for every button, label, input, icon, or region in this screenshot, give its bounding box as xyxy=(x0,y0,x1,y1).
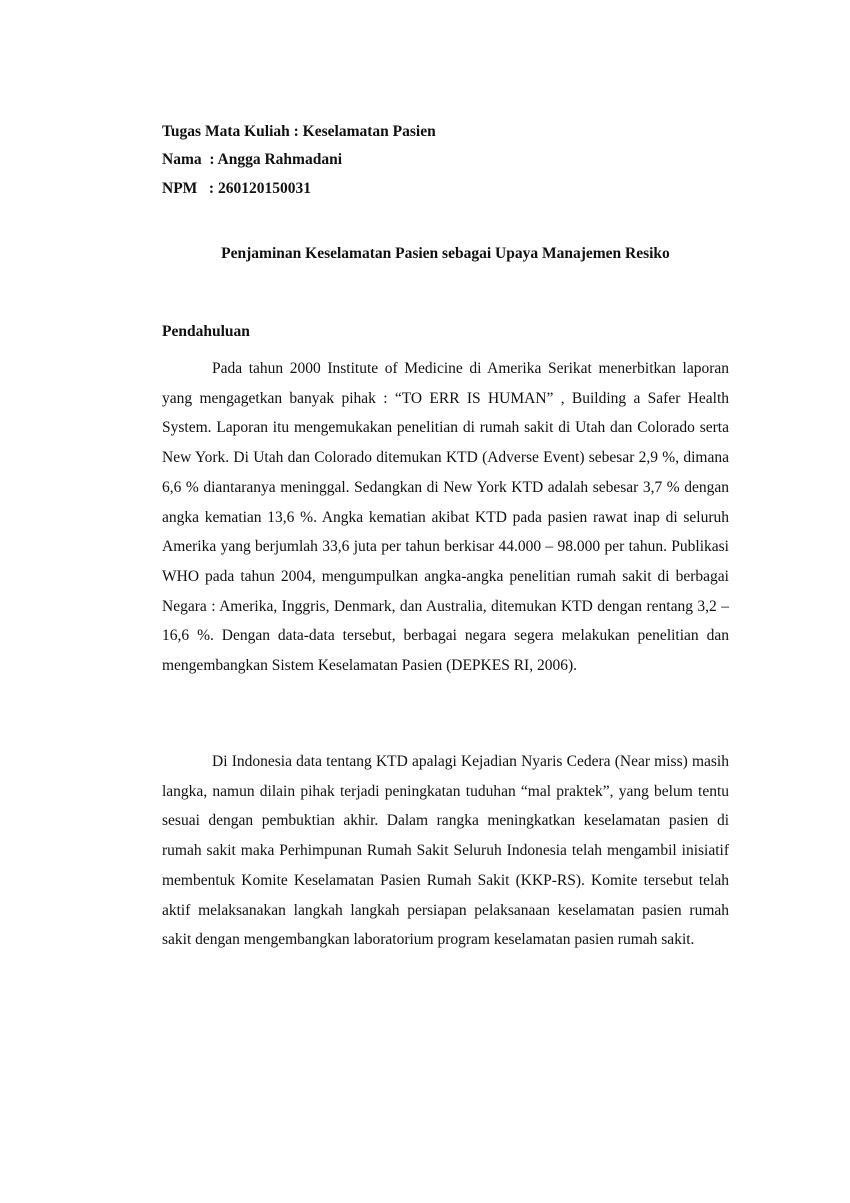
paragraph-intro-1: Pada tahun 2000 Institute of Medicine di Amerika Serikat menerbitkan laporan yang mengagetkan banyak pihak : “TO ERR IS HUMAN” , Building a Safer Health System. Laporan itu mengemukakan penelitian di rumah sakit di Utah dan Colorado serta New York. Di Utah dan Colorado ditemukan KTD (Adverse Event) sebesar 2,9 %, dimana 6,6 % diantaranya meninggal. Sedangkan di New York KTD adalah sebesar 3,7 % dengan angka kematian 13,6 %. Angka kematian akibat KTD pada pasien rawat inap di seluruh Amerika yang berjumlah 33,6 juta per tahun berkisar 44.000 – 98.000 per tahun. Publikasi WHO pada tahun 2004, mengumpulkan angka-angka penelitian rumah sakit di berbagai Negara : Amerika, Inggris, Denmark, dan Australia, ditemukan KTD dengan rentang 3,2 – 16,6 %. Dengan data-data tersebut, berbagai negara segera melakukan penelitian dan mengembangkan Sistem Keselamatan Pasien (DEPKES RI, 2006). xyxy=(162,360,729,675)
paragraph-intro-2: Di Indonesia data tentang KTD apalagi Kejadian Nyaris Cedera (Near miss) masih langka, namun dilain pihak terjadi peningkatan tuduhan “mal praktek”, yang belum tentu sesuai dengan pembuktian akhir. Dalam rangka meningkatkan keselamatan pasien di rumah sakit maka Perhimpunan Rumah Sakit Seluruh Indonesia telah mengambil inisiatif membentuk Komite Keselamatan Pasien Rumah Sakit (KKP-RS). Komite tersebut telah aktif melaksanakan langkah langkah persiapan pelaksanaan keselamatan pasien rumah sakit dengan mengembangkan laboratorium program keselamatan pasien rumah sakit. xyxy=(162,753,729,949)
student-name-line: Nama : Angga Rahmadani xyxy=(162,151,342,168)
section-heading: Pendahuluan xyxy=(162,323,250,340)
student-npm-line: NPM : 260120150031 xyxy=(162,180,311,197)
course-line: Tugas Mata Kuliah : Keselamatan Pasien xyxy=(162,123,436,140)
document-title: Penjaminan Keselamatan Pasien sebagai Upaya Manajemen Resiko xyxy=(221,245,670,262)
